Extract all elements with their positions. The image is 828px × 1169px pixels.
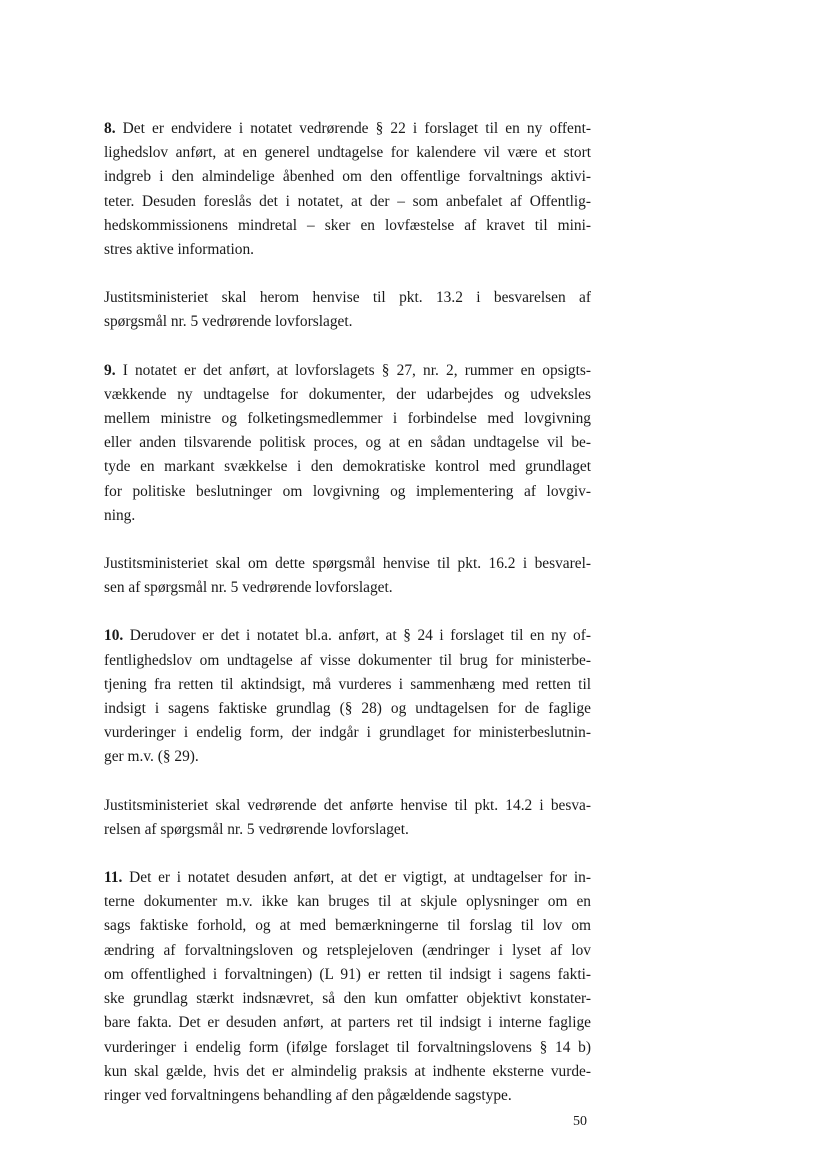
- document-body: [104, 117, 591, 1108]
- text-line: lighedslov anført, at en generel undtagelse for kalendere vil være et stort: [104, 144, 591, 162]
- response-paragraph-10: [104, 794, 591, 842]
- paragraph-number: 9.: [104, 361, 116, 379]
- text-line: ger m.v. (§ 29).: [104, 748, 199, 766]
- paragraph-9: [104, 359, 591, 528]
- text-line: terne dokumenter m.v. ikke kan bruges til at skjule oplysninger om en: [104, 893, 591, 911]
- paragraph-11: [104, 866, 591, 1108]
- paragraph-8: [104, 117, 591, 262]
- text-line: vurderinger i endelig form (ifølge forslaget til forvaltningslovens § 14 b): [104, 1038, 591, 1056]
- text-line: Det er i notatet desuden anført, at det er vigtigt, at undtagelser for in-: [122, 869, 591, 887]
- text-line: kun skal gælde, hvis det er almindelig praksis at indhente eksterne vurde-: [104, 1062, 591, 1080]
- paragraph-number: 11.: [104, 869, 123, 887]
- text-line: Justitsministeriet skal herom henvise til pkt. 13.2 i besvarelsen af: [104, 289, 591, 307]
- text-line: spørgsmål nr. 5 vedrørende lovforslaget.: [104, 313, 353, 331]
- text-line: mellem ministre og folketingsmedlemmer i forbindelse med lovgivning: [104, 410, 591, 428]
- text-line: Justitsministeriet skal om dette spørgsmål henvise til pkt. 16.2 i besvarel-: [104, 555, 591, 573]
- text-line: Det er endvidere i notatet vedrørende § 22 i forslaget til en ny offent-: [115, 120, 591, 137]
- text-line: ændring af forvaltningsloven og retsplejeloven (ændringer i lyset af lov: [104, 941, 591, 959]
- paragraph-number: 10.: [104, 627, 124, 645]
- text-line: eller anden tilsvarende politisk proces, og at en sådan undtagelse vil be-: [104, 434, 591, 452]
- text-line: teter. Desuden foreslås det i notatet, at der – som anbefalet af Offentlig-: [104, 192, 591, 210]
- response-paragraph-9: [104, 552, 591, 600]
- text-line: indgreb i den almindelige åbenhed om den offentlige forvaltnings aktivi-: [104, 168, 591, 186]
- text-line: ning.: [104, 506, 136, 524]
- text-line: ringer ved forvaltningens behandling af den pågældende sagstype.: [104, 1086, 512, 1104]
- text-line: vækkende ny undtagelse for dokumenter, der udarbejdes og udveksles: [104, 385, 591, 403]
- text-line: I notatet er det anført, at lovforslagets § 27, nr. 2, rummer en opsigts-: [115, 361, 591, 379]
- text-line: sags faktiske forhold, og at med bemærkningerne til forslag til lov om: [104, 917, 591, 935]
- text-line: vurderinger i endelig form, der indgår i grundlaget for ministerbeslutnin-: [104, 724, 591, 742]
- text-line: bare fakta. Det er desuden anført, at parters ret til indsigt i interne faglige: [104, 1014, 591, 1032]
- response-paragraph-8: [104, 286, 591, 334]
- text-line: sen af spørgsmål nr. 5 vedrørende lovforslaget.: [104, 579, 393, 597]
- text-line: Justitsministeriet skal vedrørende det anførte henvise til pkt. 14.2 i besva-: [104, 796, 591, 814]
- text-line: ske grundlag stærkt indsnævret, så den kun omfatter objektivt konstater-: [104, 990, 591, 1008]
- text-line: tyde en markant svækkelse i den demokratiske kontrol med grundlaget: [104, 458, 591, 476]
- text-line: indsigt i sagens faktiske grundlag (§ 28) og undtagelsen for de faglige: [104, 700, 591, 718]
- page-number: 50: [573, 1114, 587, 1129]
- text-line: relsen af spørgsmål nr. 5 vedrørende lovforslaget.: [104, 820, 409, 838]
- text-line: hedskommissionens mindretal – sker en lovfæstelse af kravet til mini-: [104, 216, 591, 234]
- text-line: for politiske beslutninger om lovgivning og implementering af lovgiv-: [104, 482, 591, 500]
- text-line: tjening fra retten til aktindsigt, må vurderes i sammenhæng med retten til: [104, 675, 591, 693]
- text-line: fentlighedslov om undtagelse af visse dokumenter til brug for ministerbe-: [104, 651, 591, 669]
- paragraph-10: [104, 624, 591, 769]
- text-line: om offentlighed i forvaltningen) (L 91) er retten til indsigt i sagens fakti-: [104, 965, 591, 983]
- text-line: stres aktive information.: [104, 241, 255, 259]
- text-line: Derudover er det i notatet bl.a. anført, at § 24 i forslaget til en ny of-: [123, 627, 591, 645]
- paragraph-number: 8.: [104, 120, 116, 137]
